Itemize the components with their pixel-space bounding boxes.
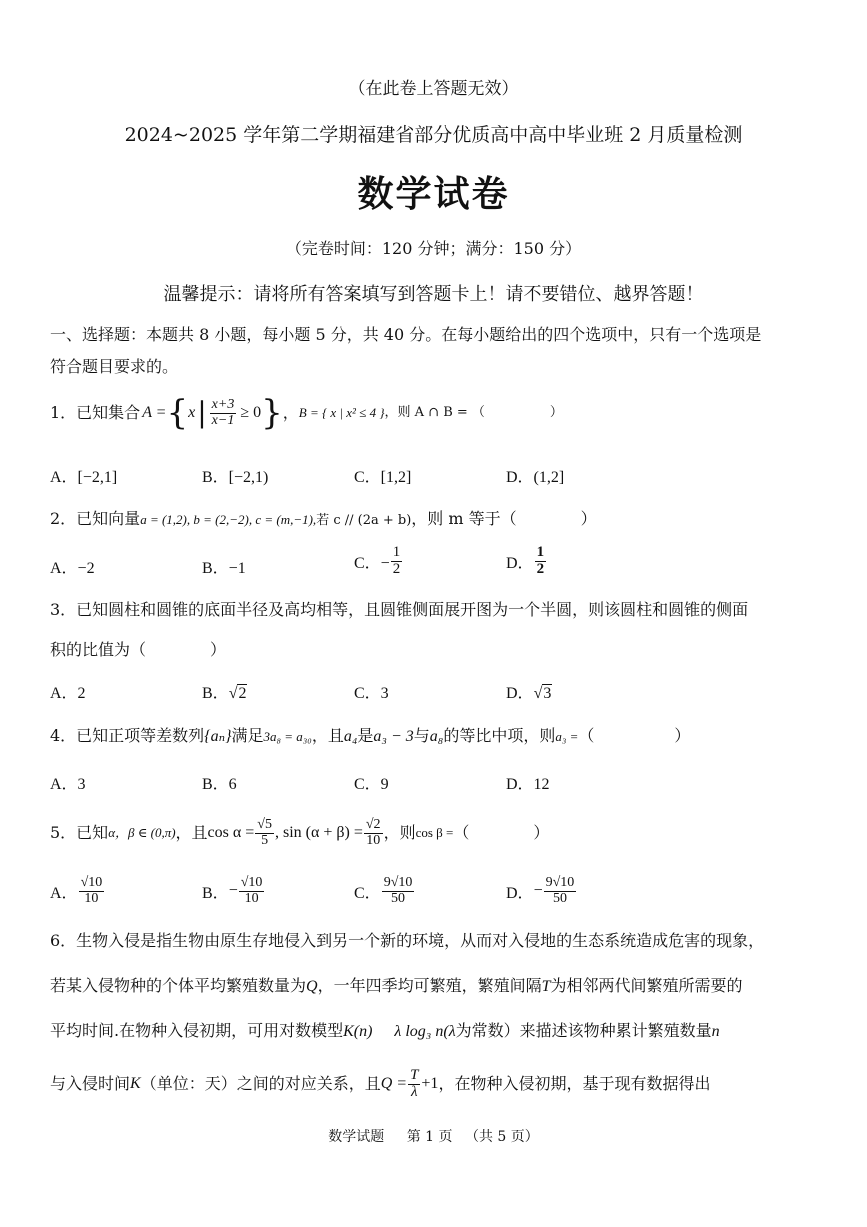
option-a[interactable]: A． $\frac{√10}{10}$: [50, 875, 103, 906]
question-2-stem: 2．已知向量a = (1,2), b = (2,−2), c = (m,−1),若 c // (2a + b)，则 m 等于（ ）: [50, 509, 597, 528]
option-d[interactable]: D． − $\frac{9√10}{50}$: [506, 875, 575, 906]
question-1-stem: 1．已知集合 A = { x | $\frac{x+3}{x-1}$ ≥ 0 } ， B = { x | x² ≤ 4 } ，则 A ∩ B = （ ）: [50, 393, 563, 433]
footer-subject: 数学试题: [328, 1129, 385, 1145]
question-3-line2: 积的比值为（ ）: [50, 640, 227, 659]
option-b[interactable]: B． − $\frac{√10}{10}$: [202, 875, 263, 906]
section-intro-line2: 符合题目要求的。: [50, 357, 179, 376]
reminder-text: 温馨提示：请将所有答案填写到答题卡上！请不要错位、越界答题！: [163, 284, 704, 305]
option-b[interactable]: B．−1: [202, 560, 246, 577]
option-d[interactable]: D．√3: [506, 685, 552, 702]
option-c[interactable]: C． $\frac{9√10}{50}$: [354, 875, 413, 906]
option-c[interactable]: C．9: [354, 776, 389, 793]
subject-title: 数学试卷: [357, 173, 510, 215]
option-a[interactable]: A．−2: [50, 560, 95, 577]
question-3-line1: 3．已知圆柱和圆锥的底面半径及高均相等，且圆锥侧面展开图为一个半圆，则该圆柱和圆锥的侧面: [50, 600, 749, 619]
option-c[interactable]: C．[1,2]: [354, 469, 412, 486]
option-d[interactable]: D．(1,2]: [506, 469, 565, 486]
option-d[interactable]: D．12: [506, 776, 550, 793]
option-c[interactable]: C．3: [354, 685, 389, 702]
question-4-stem: 4．已知正项等差数列{aₙ}满足3a₈ = a₃₀，且a₄是a₃ − 3与a₈的等比中项，则a₃ =（ ）: [50, 726, 691, 745]
option-a[interactable]: A．3: [50, 776, 86, 793]
question-6-line3: 平均时间.在物种入侵初期，可用对数模型K(n) λ log₃ n(λ为常数）来描述该物种累计繁殖数量n: [50, 1021, 720, 1040]
exam-title: 2024~2025 学年第二学期福建省部分优质高中高中毕业班 2 月质量检测: [124, 124, 743, 146]
option-c[interactable]: C．− $\frac{1}{2}$: [354, 544, 401, 577]
page-footer: [0, 1126, 867, 1146]
option-b[interactable]: B．[−2,1): [202, 469, 269, 486]
question-6-line4: 与入侵时间 K （单位：天）之间的对应关系，且 Q = $\frac{T}{\lambda}$ +1 ，在物种入侵初期，基于现有数据得出: [50, 1067, 711, 1100]
option-b[interactable]: B．√2: [202, 685, 247, 702]
time-info: （完卷时间：120 分钟；满分：150 分）: [285, 239, 582, 258]
footer-page: 第 1 页: [406, 1129, 453, 1145]
question-5-stem: 5．已知 α，β ∈ (0,π) ，且 cos α = $\frac{√5}{5}$ , sin (α + β) = $\frac{√2}{10}$ ，则 cos β = （ ）: [50, 817, 550, 848]
option-b[interactable]: B．6: [202, 776, 237, 793]
option-a[interactable]: A．[−2,1]: [50, 469, 118, 486]
footer-total: （共 5 页）: [464, 1129, 539, 1145]
notice-text: （在此卷上答题无效）: [348, 79, 519, 99]
question-6-line1: 6．生物入侵是指生物由原生存地侵入到另一个新的环境，从而对入侵地的生态系统造成危害的现象，: [50, 931, 765, 950]
question-6-line2: 若某入侵物种的个体平均繁殖数量为Q，一年四季均可繁殖，繁殖间隔T为相邻两代间繁殖所需要的: [50, 976, 743, 995]
section-intro-line1: 一、选择题：本题共 8 小题，每小题 5 分，共 40 分。在每小题给出的四个选项中，只有一个选项是: [50, 325, 762, 344]
option-d[interactable]: D． $\frac{1}{2}$: [506, 544, 545, 577]
option-a[interactable]: A．2: [50, 685, 86, 702]
